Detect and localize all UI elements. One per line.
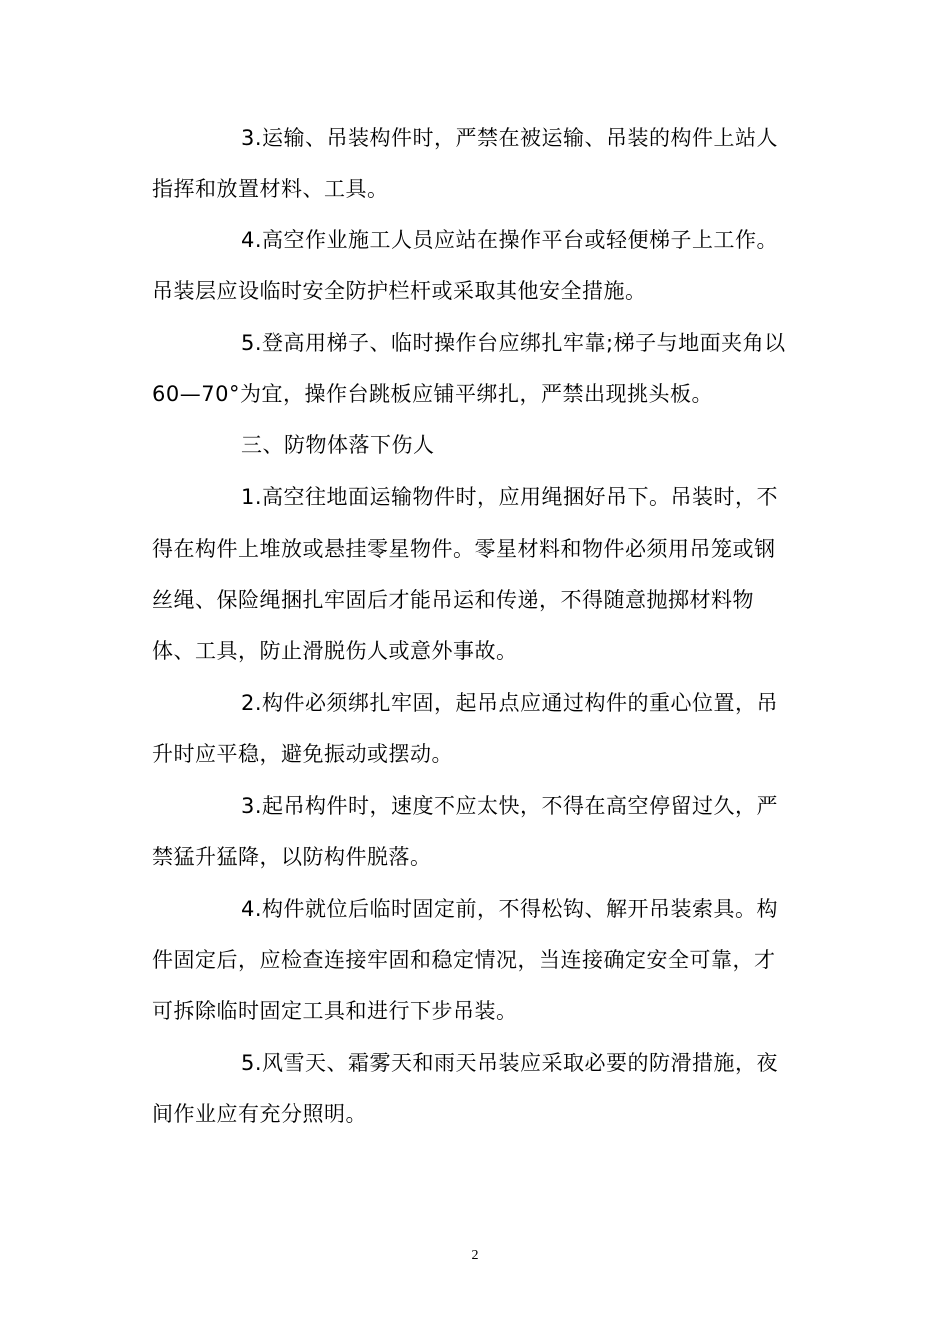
paragraph-line: 4.构件就位后临时固定前，不得松钩、解开吊装索具。构 [241,897,779,921]
paragraph-line: 丝绳、保险绳捆扎牢固后才能吊运和传递，不得随意抛掷材料物 [152,588,754,612]
paragraph-line: 间作业应有充分照明。 [152,1102,367,1126]
paragraph-line: 件固定后，应检查连接牢固和稳定情况，当连接确定安全可靠，才 [152,948,776,972]
paragraph-line: 体、工具，防止滑脱伤人或意外事故。 [152,639,518,663]
paragraph-line: 60—70°为宜，操作台跳板应铺平绑扎，严禁出现挑头板。 [152,382,713,406]
section-heading-text: 三、防物体落下伤人 [241,433,435,457]
page-number: 2 [471,1248,479,1263]
paragraph-line: 禁猛升猛降，以防构件脱落。 [152,845,432,869]
paragraph-line: 4.高空作业施工人员应站在操作平台或轻便梯子上工作。 [241,228,779,252]
paragraph-line: 2.构件必须绑扎牢固，起吊点应通过构件的重心位置，吊 [241,691,779,715]
paragraph-line: 升时应平稳，避免振动或摆动。 [152,742,453,766]
paragraph-line: 指挥和放置材料、工具。 [152,177,389,201]
paragraph-line: 3.起吊构件时，速度不应太快，不得在高空停留过久，严 [241,794,779,818]
paragraph-line: 5.风雪天、霜雾天和雨天吊装应采取必要的防滑措施，夜 [241,1051,779,1075]
paragraph-line: 3.运输、吊装构件时，严禁在被运输、吊装的构件上站人 [241,126,779,150]
paragraph-line: 1.高空往地面运输物件时，应用绳捆好吊下。吊装时，不 [241,485,779,509]
paragraph-line: 可拆除临时固定工具和进行下步吊装。 [152,999,518,1023]
paragraph-line: 5.登高用梯子、临时操作台应绑扎牢靠;梯子与地面夹角以 [241,331,786,355]
paragraph-line: 吊装层应设临时安全防护栏杆或采取其他安全措施。 [152,279,647,303]
paragraph-line: 得在构件上堆放或悬挂零星物件。零星材料和物件必须用吊笼或钢 [152,537,776,561]
